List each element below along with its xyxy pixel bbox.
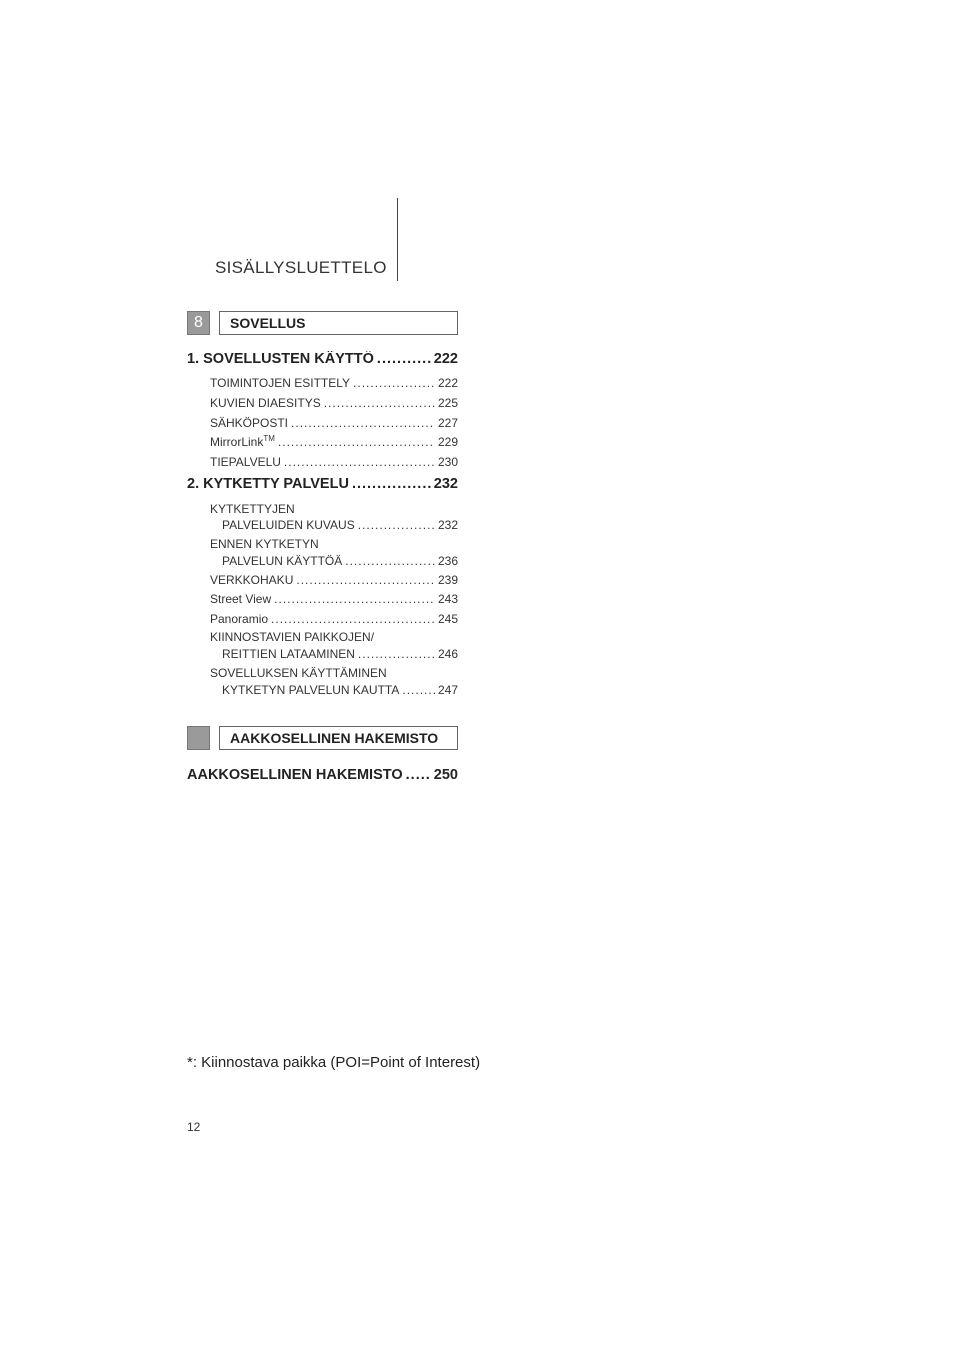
item-page: 229 [437, 435, 458, 449]
toc-item[interactable] [222, 518, 458, 532]
chapter-label: 1. SOVELLUSTEN KÄYTTÖ [187, 351, 374, 367]
toc-item-line1: KYTKETTYJEN [210, 502, 295, 516]
leader-dots [406, 767, 431, 783]
leader-dots [352, 476, 431, 492]
item-page: 246 [437, 647, 458, 661]
section-header-index [187, 726, 458, 750]
item-page: 222 [437, 376, 458, 390]
toc-item[interactable] [210, 455, 458, 469]
leader-dots [271, 612, 435, 626]
item-page: 247 [437, 683, 458, 697]
section-title: AAKKOSELLINEN HAKEMISTO [219, 726, 458, 750]
page-number: 12 [187, 1120, 201, 1134]
section-title: SOVELLUS [219, 311, 458, 335]
item-label: PALVELUIDEN KUVAUS [222, 518, 355, 532]
leader-dots [377, 351, 431, 367]
leader-dots [284, 455, 435, 469]
leader-dots [274, 592, 435, 606]
item-page: 225 [437, 396, 458, 410]
toc-chapter-2[interactable] [187, 476, 458, 492]
leader-dots [402, 683, 435, 697]
leader-dots [296, 573, 435, 587]
item-page: 243 [437, 592, 458, 606]
leader-dots [358, 518, 435, 532]
chapter-page: 232 [433, 476, 458, 492]
item-page: 232 [437, 518, 458, 532]
item-label: VERKKOHAKU [210, 573, 294, 587]
toc-index-entry[interactable] [187, 767, 458, 783]
toc-item[interactable] [210, 434, 458, 449]
index-label: AAKKOSELLINEN HAKEMISTO [187, 767, 403, 783]
item-page: 230 [437, 455, 458, 469]
toc-item[interactable] [210, 592, 458, 606]
section-tab-blank [187, 726, 210, 750]
leader-dots [278, 435, 435, 449]
leader-dots [353, 376, 435, 390]
toc-item[interactable] [210, 416, 458, 430]
toc-item-line1: SOVELLUKSEN KÄYTTÄMINEN [210, 666, 387, 680]
item-label: Street View [210, 592, 272, 606]
item-label: TOIMINTOJEN ESITTELY [210, 376, 351, 390]
toc-chapter-1[interactable] [187, 351, 458, 367]
toc-item-line1: ENNEN KYTKETYN [210, 537, 319, 551]
toc-item[interactable] [222, 554, 458, 568]
item-label: TIEPALVELU [210, 455, 281, 469]
toc-item[interactable] [210, 612, 458, 626]
running-title: SISÄLLYSLUETTELO [215, 258, 387, 277]
chapter-label: 2. KYTKETTY PALVELU [187, 476, 349, 492]
item-page: 236 [437, 554, 458, 568]
item-label: SÄHKÖPOSTI [210, 416, 289, 430]
item-label-text: MirrorLink [210, 435, 264, 449]
item-page: 245 [437, 612, 458, 626]
toc-item[interactable] [210, 396, 458, 410]
item-label [210, 434, 275, 449]
chapter-page: 222 [433, 351, 458, 367]
item-label: Panoramio [210, 612, 269, 626]
item-label: REITTIEN LATAAMINEN [222, 647, 355, 661]
leader-dots [324, 396, 435, 410]
toc-item-line1: KIINNOSTAVIEN PAIKKOJEN/ [210, 630, 375, 644]
section-number-tab: 8 [187, 311, 210, 335]
leader-dots [345, 554, 435, 568]
item-label: KYTKETYN PALVELUN KAUTTA [222, 683, 400, 697]
leader-dots [291, 416, 435, 430]
trademark-sup: TM [263, 434, 275, 443]
toc-item[interactable] [222, 683, 458, 697]
header-divider [397, 198, 398, 281]
item-page: 239 [437, 573, 458, 587]
toc-item[interactable] [222, 647, 458, 661]
section-header-8 [187, 311, 458, 335]
item-page: 227 [437, 416, 458, 430]
item-label: PALVELUN KÄYTTÖÄ [222, 554, 343, 568]
index-page: 250 [433, 767, 458, 783]
toc-item[interactable] [210, 573, 458, 587]
leader-dots [358, 647, 435, 661]
footnote: *: Kiinnostava paikka (POI=Point of Interest) [187, 1054, 481, 1071]
item-label: KUVIEN DIAESITYS [210, 396, 321, 410]
toc-item[interactable] [210, 376, 458, 390]
